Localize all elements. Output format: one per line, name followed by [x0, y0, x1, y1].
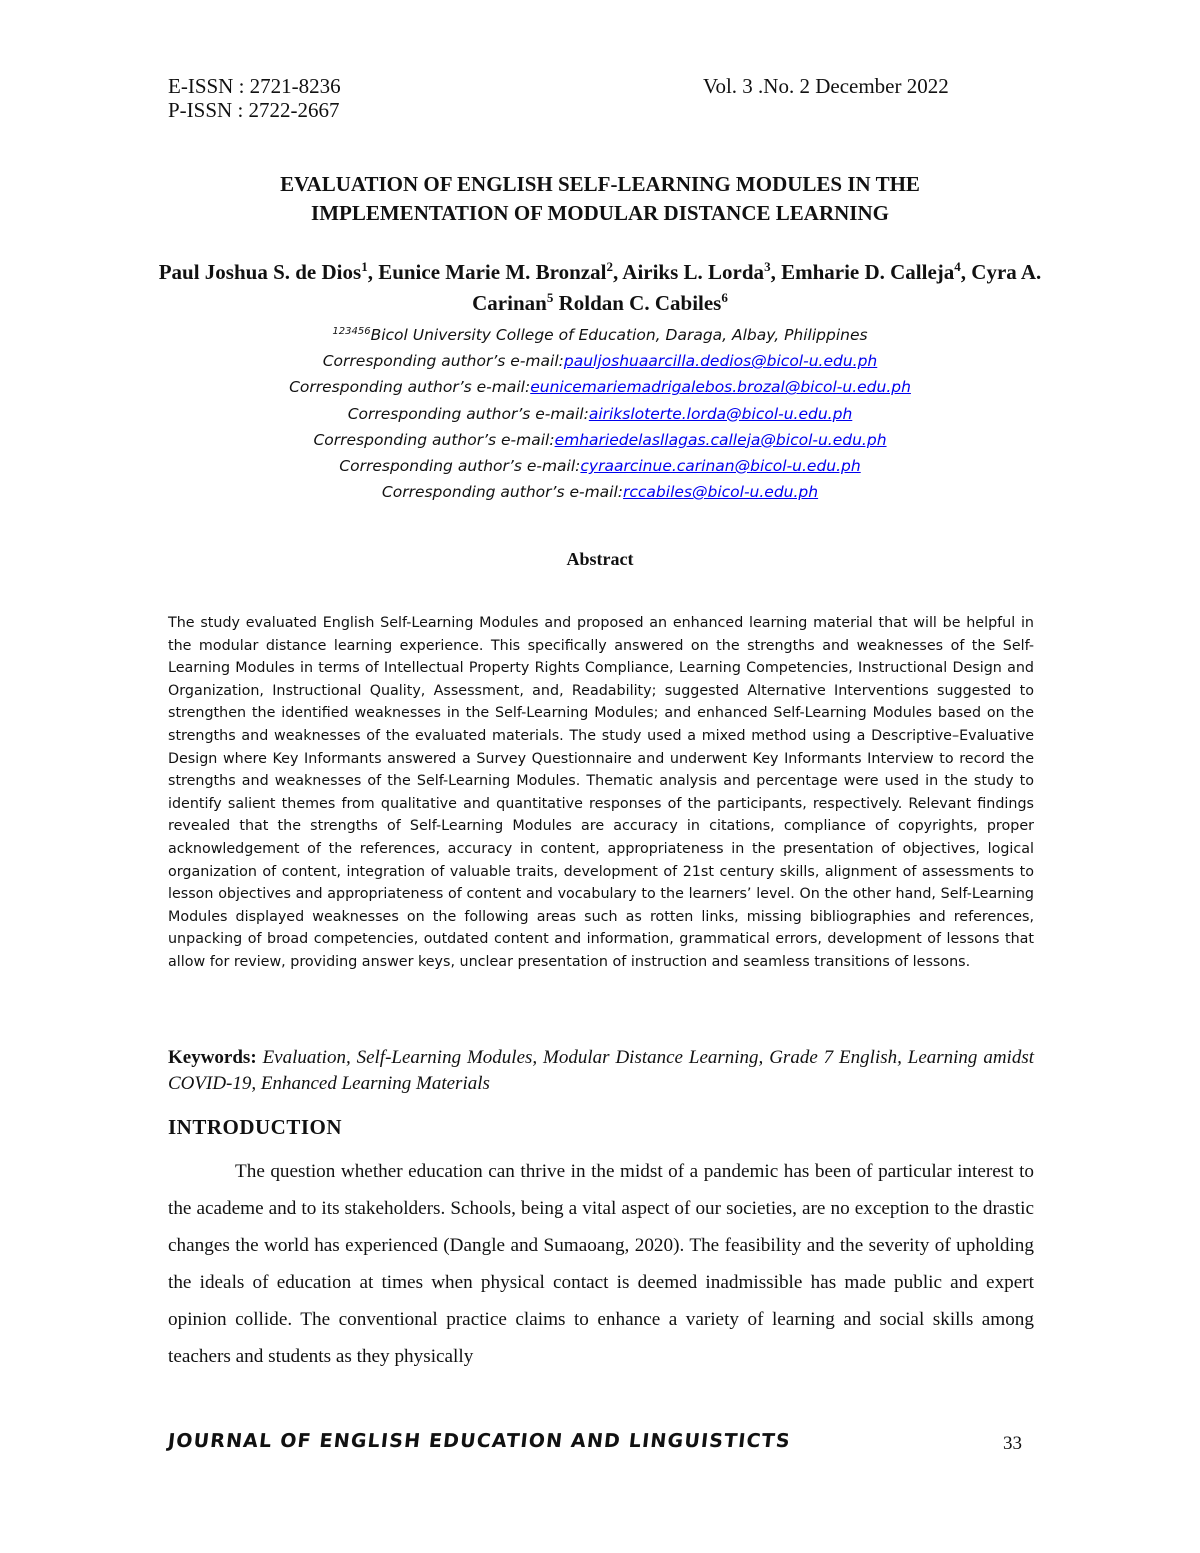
title-line-2: IMPLEMENTATION OF MODULAR DISTANCE LEARNING	[311, 201, 889, 225]
author-index: 1	[361, 259, 368, 274]
email-label: Corresponding author’s e-mail:	[347, 404, 589, 423]
introduction-heading: INTRODUCTION	[168, 1115, 343, 1139]
eissn: E-ISSN : 2721-8236	[168, 74, 341, 98]
email-line	[150, 427, 1050, 453]
email-line	[150, 453, 1050, 479]
affiliation-text: Bicol University College of Education, Daraga, Albay, Philippines	[370, 326, 868, 344]
pissn: P-ISSN : 2722-2667	[168, 98, 340, 122]
author-name: , Airiks L. Lorda	[612, 260, 765, 284]
email-label: Corresponding author’s e-mail:	[339, 457, 581, 476]
email-line	[150, 374, 1050, 400]
affiliation-index: 123456	[332, 325, 371, 337]
email-label: Corresponding author’s e-mail:	[322, 352, 564, 371]
email-link[interactable]: cyraarcinue.carinan@bicol-u.edu.ph	[580, 457, 861, 476]
issn-block	[168, 74, 341, 122]
author-name: Paul Joshua S. de Dios	[158, 260, 362, 284]
introduction-body: The question whether education can thrive in the midst of a pandemic has been of particular interest to the academe and to its stakeholders. Schools, being a vital aspect of our societies, are no exception to the drastic changes the world has experienced (Dangle and Sumaoang, 2020). The feasibility and the severity of upholding the ideals of education at times when physical contact is deemed inadmissible has made public and expert opinion collide. The conventional practice claims to enhance a variety of learning and social skills among teachers and students as they physically	[168, 1161, 1034, 1367]
keywords-label: Keywords:	[168, 1047, 257, 1068]
email-label: Corresponding author’s e-mail:	[381, 483, 624, 502]
keywords-value: Evaluation, Self-Learning Modules, Modular Distance Learning, Grade 7 English, Learning amidst COVID-19, Enhanced Learning Materials	[168, 1047, 1035, 1094]
paper-title	[150, 170, 1050, 228]
page-number: 33	[1003, 1433, 1022, 1454]
author-name: Roldan C. Cabiles	[553, 291, 722, 315]
author-name: , Cyra A. Carinan	[472, 260, 1042, 315]
email-link[interactable]: eunicemariemadrigalebos.brozal@bicol-u.edu.ph	[530, 378, 911, 397]
author-list	[150, 257, 1050, 319]
keywords	[168, 1045, 1034, 1097]
author-index: 4	[954, 259, 961, 274]
email-link[interactable]: emhariedelasllagas.calleja@bicol-u.edu.ph	[554, 430, 887, 449]
abstract-body: The study evaluated English Self-Learning Modules and proposed an enhanced learning material that will be helpful in the modular distance learning experience. This specifically answered on the strengths and weaknesses of the Self-Learning Modules in terms of Intellectual Property Rights Compliance, Learning Competencies, Instructional Design and Organization, Instructional Quality, Assessment, and, Readability; suggested Alternative Interventions suggested to strengthen the identified weaknesses in the Self-Learning Modules; and enhanced Self-Learning Modules based on the strengths and weaknesses of the evaluated materials. The study used a mixed method using a Descriptive–Evaluative Design where Key Informants answered a Survey Questionnaire and underwent Key Informants Interview to record the strengths and weaknesses of the Self-Learning Modules. Thematic analysis and percentage were used in the study to identify salient themes from qualitative and quantitative responses of the participants, respectively. Relevant findings revealed that the strengths of Self-Learning Modules are accuracy in citations, compliance of copyrights, proper acknowledgement of the references, accuracy in content, appropriateness in the presentation of objectives, logical organization of content, integration of valuable traits, development of 21st century skills, alignment of assessments to lesson objectives and appropriateness of content and vocabulary to the learners’ level. On the other hand, Self-Learning Modules displayed weaknesses on the following areas such as rotten links, missing bibliographies and references, unpacking of broad competencies, outdated content and information, grammatical errors, development of lessons that allow for review, providing answer keys, unclear presentation of instruction and seamless transitions of lessons.	[168, 615, 1034, 970]
email-label: Corresponding author’s e-mail:	[313, 430, 555, 449]
volume-info: Vol. 3 .No. 2 December 2022	[703, 74, 949, 98]
author-index: 5	[546, 290, 554, 305]
footer-journal-name: JOURNAL OF ENGLISH EDUCATION AND LINGUISTICTS	[166, 1430, 792, 1452]
author-name: , Emharie D. Calleja	[770, 260, 955, 284]
email-line	[150, 348, 1050, 374]
author-index: 3	[764, 259, 771, 274]
email-line	[150, 401, 1050, 427]
email-link[interactable]: airiksloterte.lorda@bicol-u.edu.ph	[588, 404, 853, 423]
author-index: 6	[721, 290, 728, 305]
email-label: Corresponding author’s e-mail:	[289, 378, 531, 397]
email-link[interactable]: pauljoshuaarcilla.dedios@bicol-u.edu.ph	[563, 352, 878, 371]
affiliation	[150, 322, 1050, 348]
author-name: , Eunice Marie M. Bronzal	[367, 260, 607, 284]
author-index: 2	[606, 259, 613, 274]
affiliation-block	[150, 322, 1050, 505]
email-link[interactable]: rccabiles@bicol-u.edu.ph	[623, 483, 819, 502]
title-line-1: EVALUATION OF ENGLISH SELF-LEARNING MODULES IN THE	[280, 172, 920, 196]
email-line	[150, 479, 1050, 505]
abstract-heading: Abstract	[566, 549, 634, 569]
